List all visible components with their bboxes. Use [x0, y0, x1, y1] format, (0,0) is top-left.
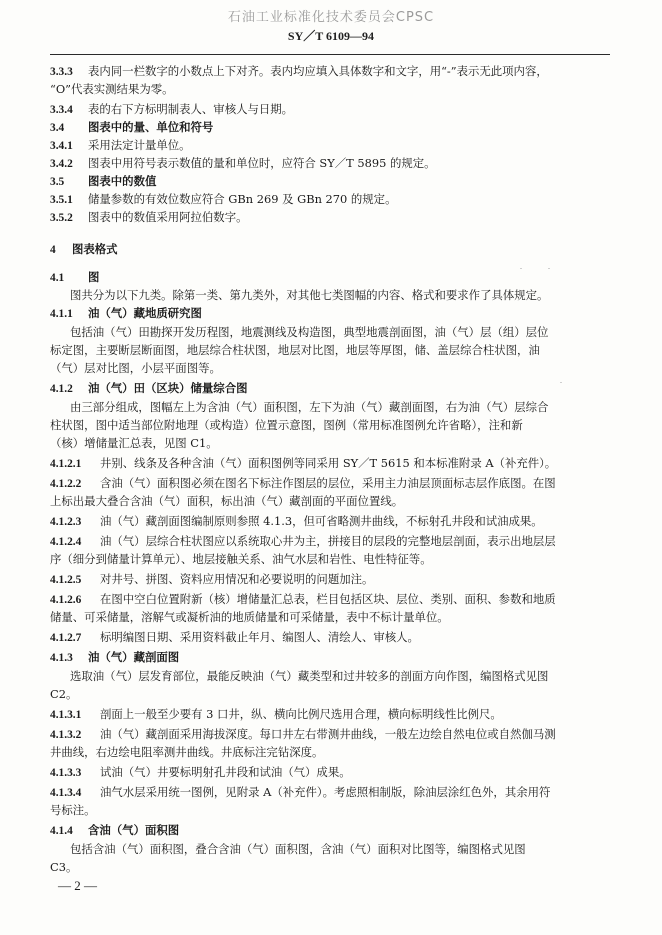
clause-number: 3.4.1	[50, 140, 73, 152]
clause-text: 图表中的数值采用阿拉伯数字。	[88, 210, 248, 224]
text-line	[70, 398, 548, 416]
text-line	[50, 190, 396, 209]
clause-text: 图共分为以下九类。除第一类、第九类外，对其他七类图幅的内容、格式和要求作了具体规定。	[70, 288, 549, 302]
clause-number: 3.5.1	[50, 194, 73, 206]
clause-text: 序（细分到储量计算单元）、地层接触关系、油气水层和岩性、电性特征等。	[50, 552, 432, 566]
clause-text: 在图中空白位置附新（核）增储量汇总表，栏目包括区块、层位、类别、面积、参数和地质	[100, 592, 556, 606]
heading-text: 图	[88, 270, 100, 284]
text-line	[50, 492, 403, 510]
clause-text: 表的右下方标明制表人、审核人与日期。	[88, 102, 294, 116]
clause-number: 4.1.4	[50, 825, 73, 837]
scan-speck	[520, 268, 522, 269]
clause-text: C2。	[50, 687, 78, 701]
clause-text: 号标注。	[50, 803, 96, 817]
clause-text: 柱状图，图中适当部位附地理（或构造）位置示意图，图例（常用标准图例允许省略），注和新	[50, 418, 523, 432]
clause-number: 3.4.2	[50, 158, 73, 170]
clause-text: 标明编图日期、采用资料截止年月、编图人、清绘人、审核人。	[100, 630, 419, 644]
clause-text: “O”代表实测结果为零。	[50, 82, 174, 96]
clause-number: 4.1.2.6	[50, 594, 82, 606]
text-line	[50, 434, 218, 452]
clause-number: 4.1.2.4	[50, 536, 82, 548]
section-heading	[50, 118, 213, 137]
clause-number: 4.1.2.3	[50, 516, 82, 528]
page-header	[0, 6, 662, 44]
text-line	[50, 783, 550, 802]
text-line	[50, 685, 77, 703]
clause-text: 由三部分组成，图幅左上为含油（气）面积图，左下为油（气）藏剖面图，右为油（气）层综合	[70, 400, 549, 414]
section-heading	[50, 379, 247, 398]
heading-text: 图表中的数值	[88, 174, 157, 188]
text-line	[50, 154, 436, 173]
clause-text: 井曲线，右边绘电阻率测井曲线。井底标注完钻深度。	[50, 745, 324, 759]
clause-number: 3.3.4	[50, 104, 73, 116]
text-line	[50, 725, 556, 744]
chapter-heading	[50, 240, 118, 259]
text-line	[50, 454, 556, 473]
text-line	[50, 416, 523, 434]
text-line	[70, 667, 548, 685]
clause-text: 储量参数的有效位数应符合 GBn 269 及 GBn 270 的规定。	[88, 192, 397, 206]
text-line	[50, 590, 556, 609]
clause-text: 含油（气）面积图必须在图名下标注作图层的层位，采用主力油层顶面标志层作底图。在图	[100, 476, 556, 490]
text-line	[50, 474, 556, 493]
watermark-text: 石油工业标准化技术委员会CPSC	[227, 10, 435, 25]
clause-text: 试油（气）井要标明射孔井段和试油（气）成果。	[100, 765, 351, 779]
clause-text: （气）层对比图，小层平面图等。	[50, 361, 221, 375]
clause-text: 储量、可采储量，溶解气或凝析油的地质储量和可采储量，表中不标计量单位。	[50, 610, 449, 624]
text-line	[50, 80, 174, 98]
text-line	[70, 286, 548, 304]
heading-text: 油（气）田（区块）储量综合图	[88, 381, 248, 395]
text-line	[50, 570, 373, 589]
section-heading	[50, 821, 179, 840]
scan-speck	[548, 268, 550, 269]
clause-text: 包括油（气）田勘探开发历程图，地震测线及构造图，典型地震剖面图，油（气）层（组）层位	[70, 325, 549, 339]
scan-speck	[560, 382, 562, 383]
text-line	[50, 341, 540, 359]
clause-text: 对井号、拼图、资料应用情况和必要说明的问题加注。	[100, 572, 374, 586]
header-rule	[50, 54, 610, 55]
text-line	[50, 550, 432, 568]
section-heading	[50, 304, 202, 323]
text-line	[50, 608, 449, 626]
text-line	[50, 705, 502, 724]
section-heading	[50, 268, 99, 287]
clause-text: C3。	[50, 860, 78, 874]
clause-text: 油（气）藏剖面图编制原则参照 4.1.3，但可省略测井曲线，不标射孔井段和试油成果。	[100, 514, 543, 528]
section-heading	[50, 172, 156, 191]
text-line	[50, 743, 323, 761]
text-line	[50, 628, 419, 647]
clause-number: 4.1.3.4	[50, 787, 82, 799]
clause-text: 剖面上一般至少要有 3 口井，纵、横向比例尺选用合理，横向标明线性比例尺。	[100, 707, 502, 721]
clause-text: （核）增储量汇总表，见图 C1。	[50, 436, 218, 450]
clause-number: 3.5.2	[50, 212, 73, 224]
clause-text: 选取油（气）层发育部位，最能反映油（气）藏类型和过井较多的剖面方向作图，编图格式见图	[70, 669, 549, 683]
clause-text: 标定图，主要断层断面图，地层综合柱状图，地层对比图，地层等厚图，储、盖层综合柱状图，油	[50, 343, 540, 357]
clause-number: 4.1.3.1	[50, 709, 82, 721]
text-line	[50, 858, 77, 876]
text-line	[50, 208, 247, 227]
heading-text: 含油（气）面积图	[88, 823, 180, 837]
page-number: — 2 —	[58, 878, 97, 893]
clause-text: 油（气）藏剖面采用海拔深度。每口井左右带测井曲线，一般左边绘自然电位或自然伽马测	[100, 727, 556, 741]
heading-text: 图表格式	[72, 242, 118, 256]
clause-number: 4.1.2.5	[50, 574, 82, 586]
text-line	[50, 62, 548, 81]
text-line	[50, 512, 543, 531]
text-line	[50, 359, 221, 377]
text-line	[70, 323, 548, 341]
clause-number: 4.1.2.7	[50, 632, 82, 644]
heading-text: 图表中的量、单位和符号	[88, 120, 214, 134]
clause-number: 4.1.3.3	[50, 767, 82, 779]
clause-text: 采用法定计量单位。	[88, 138, 191, 152]
clause-number: 4.1.2	[50, 383, 73, 395]
text-line	[50, 136, 191, 155]
clause-number: 4.1.1	[50, 308, 73, 320]
clause-text: 表内同一栏数字的小数点上下对齐。表内均应填入具体数字和文字，用“-”表示无此项内容，	[88, 64, 548, 78]
section-heading	[50, 648, 179, 667]
clause-number: 4.1.2.2	[50, 478, 82, 490]
text-line	[50, 801, 96, 819]
standard-number: SY／T 6109—94	[287, 29, 375, 43]
clause-number: 4.1.3.2	[50, 729, 82, 741]
text-line	[70, 840, 526, 858]
clause-text: 上标出最大叠合含油（气）面积，标出油（气）藏剖面的平面位置线。	[50, 494, 404, 508]
heading-text: 油（气）藏剖面图	[88, 650, 180, 664]
clause-number: 3.5	[50, 176, 65, 188]
clause-number: 3.3.3	[50, 66, 73, 78]
clause-text: 包括含油（气）面积图，叠合含油（气）面积图，含油（气）面积对比图等，编图格式见图	[70, 842, 526, 856]
heading-text: 油（气）藏地质研究图	[88, 306, 202, 320]
clause-number: 4.1.2.1	[50, 458, 82, 470]
clause-number: 4	[50, 244, 56, 256]
clause-text: 井别、线条及各种含油（气）面积图例等同采用 SY／T 5615 和本标准附录 A（补充件）。	[100, 456, 557, 470]
clause-number: 4.1.3	[50, 652, 73, 664]
clause-text: 油气水层采用统一图例，见附录 A（补充件）。考虑照相制版，除油层涂红色外，其余用符	[100, 785, 551, 799]
clause-text: 图表中用符号表示数值的量和单位时，应符合 SY／T 5895 的规定。	[88, 156, 436, 170]
text-line	[50, 100, 293, 119]
clause-number: 3.4	[50, 122, 65, 134]
clause-text: 油（气）层综合柱状图应以系统取心井为主，拼接目的层段的完整地层剖面，表示出地层层	[100, 534, 556, 548]
clause-number: 4.1	[50, 272, 65, 284]
text-line	[50, 763, 351, 782]
text-line	[50, 532, 556, 551]
